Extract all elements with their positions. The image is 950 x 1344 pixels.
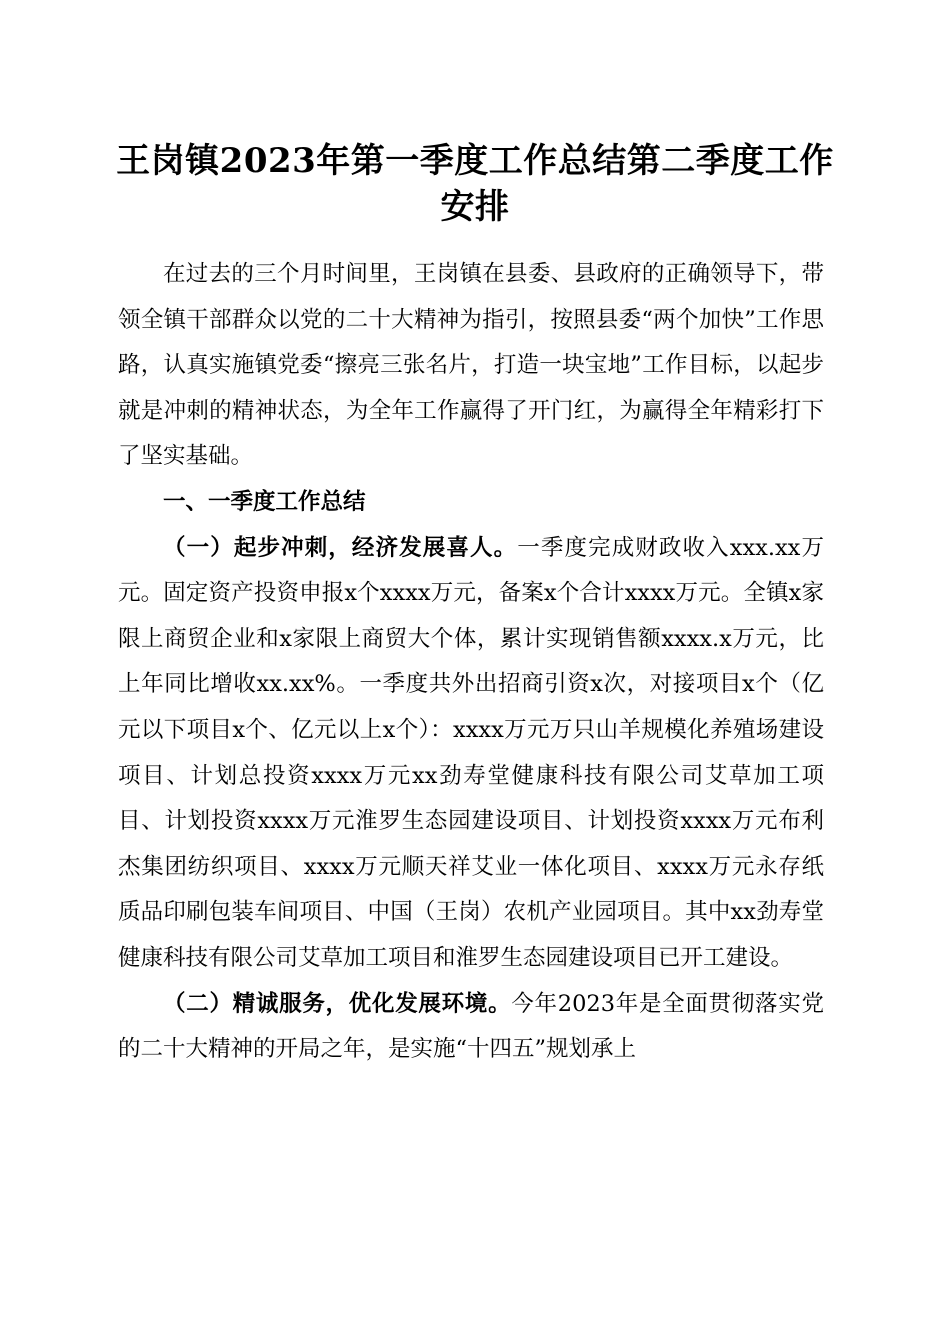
item-2-text: 今年2023年是全面贯彻落实党的二十大精神的开局之年，是实施“十四五”规划承上 [118,990,824,1063]
section-heading-text: 一、一季度工作总结 [163,488,366,515]
item-2-lead: （二）精诚服务，优化发展环境。 [163,990,512,1017]
document-body [118,252,824,1073]
document-title: 王岗镇2023年第一季度工作总结第二季度工作安排 [116,141,834,227]
item-1-lead: （一）起步冲刺，经济发展喜人。 [163,534,518,561]
item-1-paragraph [118,526,824,982]
item-1-text: 一季度完成财政收入xxx.xx万元。固定资产投资申报x个xxxx万元，备案x个合计xxxx万元。全镇x家限上商贸企业和x家限上商贸大个体，累计实现销售额xxxx.x万元，比上年同比增收xx.xx%。一季度共外出招商引资x次，对接项目x个（亿元以下项目x个、亿元以上x个）：xxxx万元万只山羊规模化养殖场建设项目、计划总投资xxxx万元xx劲寿堂健康科技有限公司艾草加工项目、计划投资xxxx万元淮罗生态园建设项目、计划投资xxxx万元布利杰集团纺织项目、xxxx万元顺天祥艾业一体化项目、xxxx万元永存纸质品印刷包装车间项目、中国（王岗）农机产业园项目。其中xx劲寿堂健康科技有限公司艾草加工项目和淮罗生态园建设项目已开工建设。 [118,534,824,971]
item-2-paragraph [118,982,824,1073]
intro-paragraph: 在过去的三个月时间里，王岗镇在县委、县政府的正确领导下，带领全镇干部群众以党的二十大精神为指引，按照县委“两个加快”工作思路，认真实施镇党委“擦亮三张名片，打造一块宝地”工作目标，以起步就是冲刺的精神状态，为全年工作赢得了开门红，为赢得全年精彩打下了坚实基础。 [118,261,824,470]
section-heading [118,480,824,526]
